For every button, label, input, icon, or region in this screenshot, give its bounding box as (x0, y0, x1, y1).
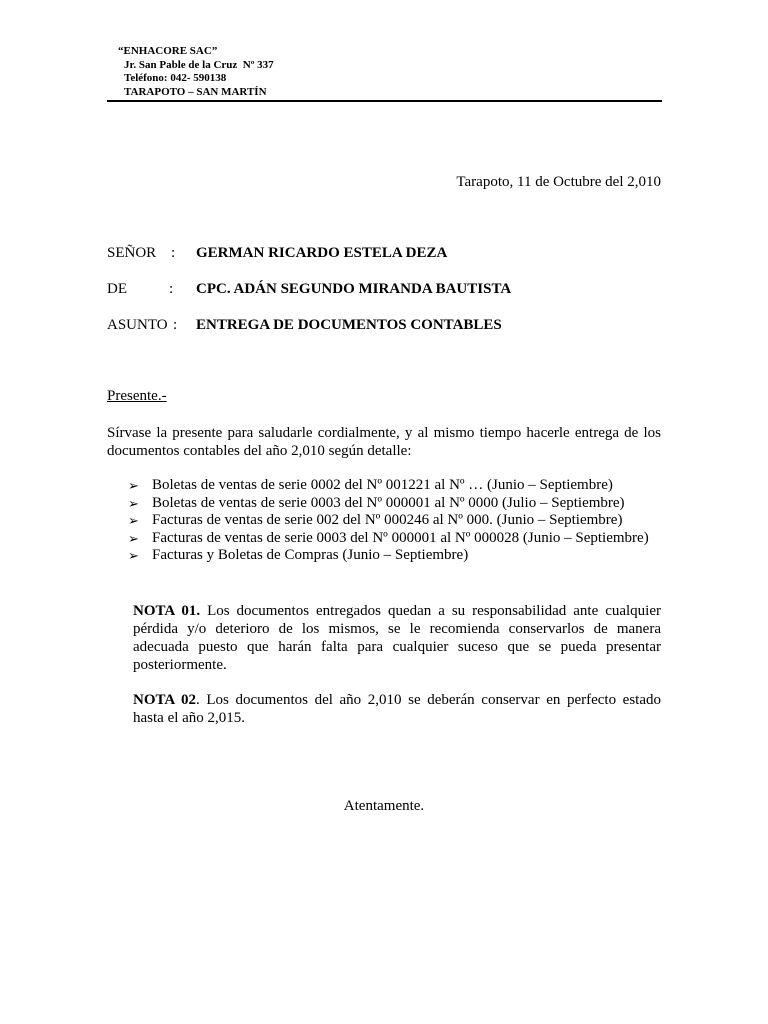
subject-row (107, 317, 662, 337)
subject-colon: : (173, 317, 178, 333)
note-01 (133, 602, 661, 674)
header-divider (107, 100, 662, 102)
list-item (128, 530, 649, 548)
recipient-row (107, 245, 662, 265)
intro-paragraph: Sírvase la presente para saludarle cordialmente, y al mismo tiempo hacerle entrega de los documentos contables del año 2,010 según detalle: (107, 425, 661, 459)
note-01-label: NOTA 01. (133, 603, 201, 619)
list-item-text: Facturas de ventas de serie 0003 del Nº 000001 al Nº 000028 (Junio – Septiembre) (152, 529, 649, 546)
arrow-bullet-icon: ➢ (128, 495, 139, 511)
list-item (128, 477, 649, 495)
list-item-text: Facturas de ventas de serie 002 del Nº 000246 al Nº 000. (Junio – Septiembre) (152, 512, 623, 528)
note-02-text: . Los documentos del año 2,010 se deberán conservar en perfecto estado hasta el año 2,015. (133, 692, 662, 726)
company-name: “ENHACORE SAC” (118, 45, 218, 57)
subject-label: ASUNTO (107, 317, 168, 333)
list-item (128, 512, 649, 530)
sender-colon: : (169, 281, 174, 297)
list-item-text: Boletas de ventas de serie 0002 del Nº 001221 al Nº … (Junio – Septiembre) (152, 477, 613, 493)
closing: Atentamente. (343, 798, 425, 814)
list-item-text: Facturas y Boletas de Compras (Junio – Septiembre) (152, 547, 469, 563)
document-list (128, 477, 649, 565)
sender-row (107, 281, 662, 301)
letterhead (118, 45, 274, 99)
list-item (128, 495, 649, 513)
note-02-label: NOTA 02 (133, 692, 197, 708)
company-phone: Teléfono: 042- 590138 (124, 72, 227, 84)
arrow-bullet-icon: ➢ (128, 548, 139, 563)
sender-label: DE (107, 281, 127, 297)
recipient-colon: : (171, 245, 176, 261)
letter-date: Tarapoto, 11 de Octubre del 2,010 (456, 174, 661, 190)
note-01-text: Los documentos entregados quedan a su responsabilidad ante cualquier pérdida y/o deterioro de los mismos, se le recomienda conservarlos de manera adecuada puesto que harán falta para cualquier suceso que se pueda presentar posteriormente. (133, 603, 662, 673)
arrow-bullet-icon: ➢ (128, 478, 139, 493)
subject-value: ENTREGA DE DOCUMENTOS CONTABLES (196, 317, 502, 333)
arrow-bullet-icon: ➢ (128, 513, 139, 528)
list-item (128, 547, 649, 565)
company-address: Jr. San Pable de la Cruz Nº 337 (124, 58, 274, 71)
company-city: TARAPOTO – SAN MARTÍN (124, 85, 267, 98)
arrow-bullet-icon: ➢ (128, 530, 139, 546)
list-item-text: Boletas de ventas de serie 0003 del Nº 000001 al Nº 0000 (Julio – Septiembre) (152, 494, 625, 511)
recipient-value: GERMAN RICARDO ESTELA DEZA (196, 245, 448, 261)
note-02 (133, 691, 661, 727)
greeting: Presente.- (107, 388, 167, 404)
recipient-label: SEÑOR (107, 245, 157, 261)
sender-value: CPC. ADÁN SEGUNDO MIRANDA BAUTISTA (196, 281, 512, 297)
